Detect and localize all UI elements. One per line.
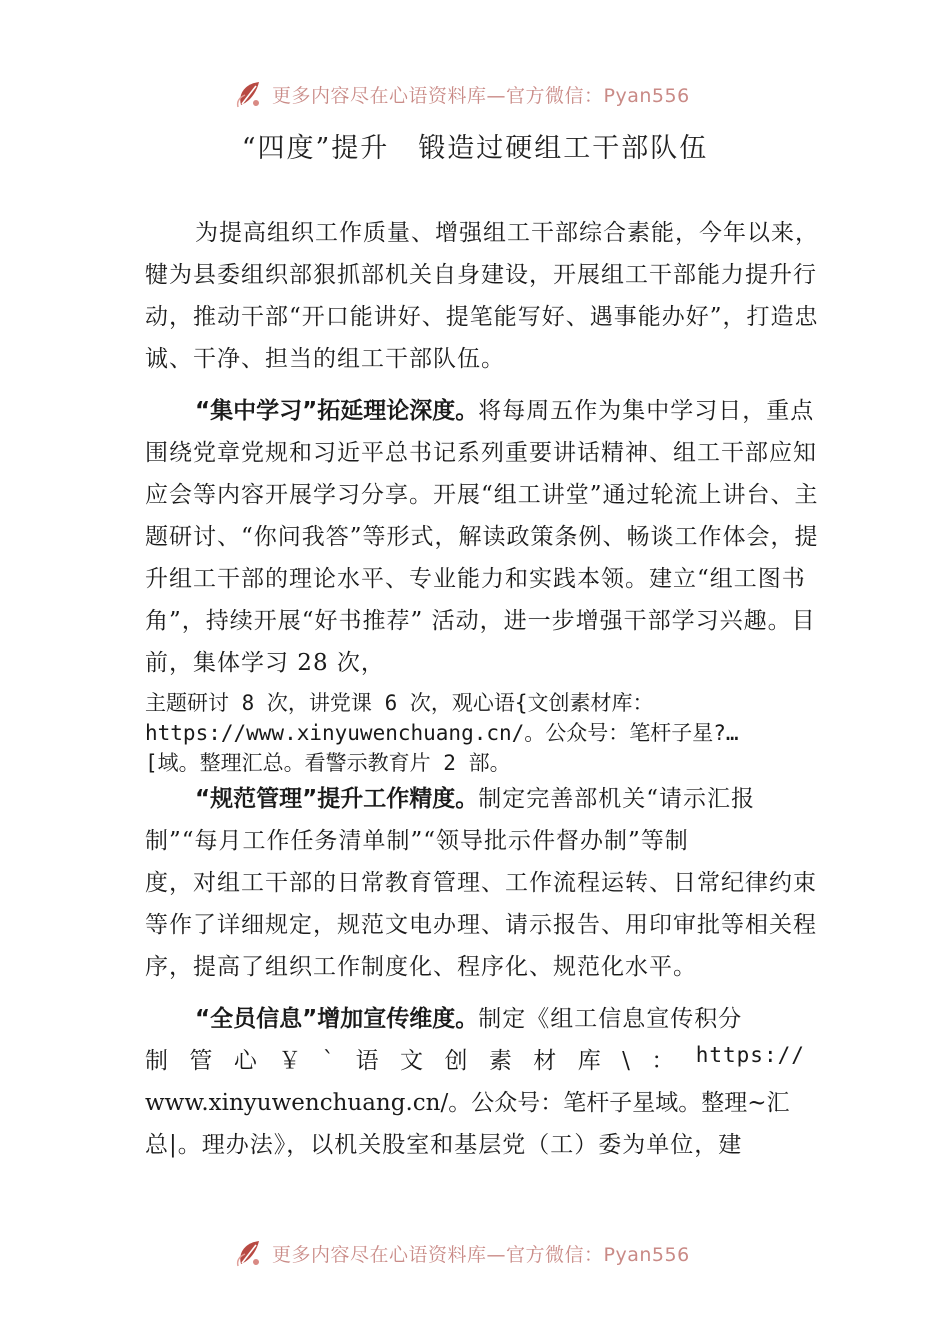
section-study-paragraph — [145, 390, 820, 684]
section-management-text: 制定完善部机关“请示汇报制”“每月工作任务清单制”“领导批示件督办制”等制 — [145, 786, 755, 854]
section-info-heading: “全员信息”增加宣传维度。 — [195, 1006, 479, 1032]
section-info-paragraph — [145, 998, 820, 1040]
intro-paragraph: 为提高组织工作质量、增强组工干部综合素能，今年以来，犍为县委组织部狠抓部机关自身建设，开展组工干部能力提升行动，推动干部“开口能讲好、提笔能写好、遇事能办好”，打造忠诚、干净、担当的组工干部队伍。 — [145, 220, 819, 372]
section-info-line-3: www.xinyuwenchuang.cn/。公众号：笔杆子星域。整理~汇 — [145, 1090, 790, 1116]
section-info-line-4: 总|。理办法》，以机关股室和基层党（工）委为单位，建 — [145, 1132, 743, 1158]
section-info-text: 制定《组工信息宣传积分 — [478, 1006, 743, 1032]
section-study-line-3: https://www.xinyuwenchuang.cn/。公众号：笔杆子星?… — [145, 721, 739, 745]
quill-leaf-logo-icon — [232, 77, 266, 111]
section-management-heading: “规范管理”提升工作精度。 — [195, 786, 479, 812]
quill-leaf-logo-icon — [232, 1236, 266, 1270]
watermark-footer — [232, 1233, 690, 1273]
watermark-header — [232, 74, 690, 114]
watermark-text: 更多内容尽在心语资料库—官方微信：Pyan556 — [272, 1243, 690, 1266]
section-study-heading: “集中学习”拓延理论深度。 — [195, 398, 479, 424]
section-info-spread-line: 制 管 心 ￥ ` 语 文 创 素 材 库 \ ： https:// — [145, 1043, 805, 1074]
section-study-text: 将每周五作为集中学习日，重点围绕党章党规和习近平总书记系列重要讲话精神、组工干部应知应会等内容开展学习分享。开展“组工讲堂”通过轮流上讲台、主题研讨、“你问我答”等形式，解读政策条例、畅谈工作体会，提升组工干部的理论水平、专业能力和实践本领。建立“组工图书角”，持续开展“好书推荐” 活动，进一步增强干部学习兴趣。目前，集体学习 28 次， — [145, 398, 819, 676]
section-study-line-2: 主题研讨 8 次，讲党课 6 次，观心语{文创素材库： — [145, 691, 654, 715]
document-title: “四度”提升 锻造过硬组工干部队伍 — [241, 133, 709, 164]
section-study-line-4: [域。整理汇总。看警示教育片 2 部。 — [145, 751, 511, 775]
section-management-continued: 度，对组工干部的日常教育管理、工作流程运转、日常纪律约束等作了详细规定，规范文电办理、请示报告、用印审批等相关程序，提高了组织工作制度化、程序化、规范化水平。 — [145, 870, 817, 980]
section-management-paragraph — [145, 778, 820, 862]
document-body — [145, 212, 820, 1166]
watermark-text: 更多内容尽在心语资料库—官方微信：Pyan556 — [272, 84, 690, 107]
